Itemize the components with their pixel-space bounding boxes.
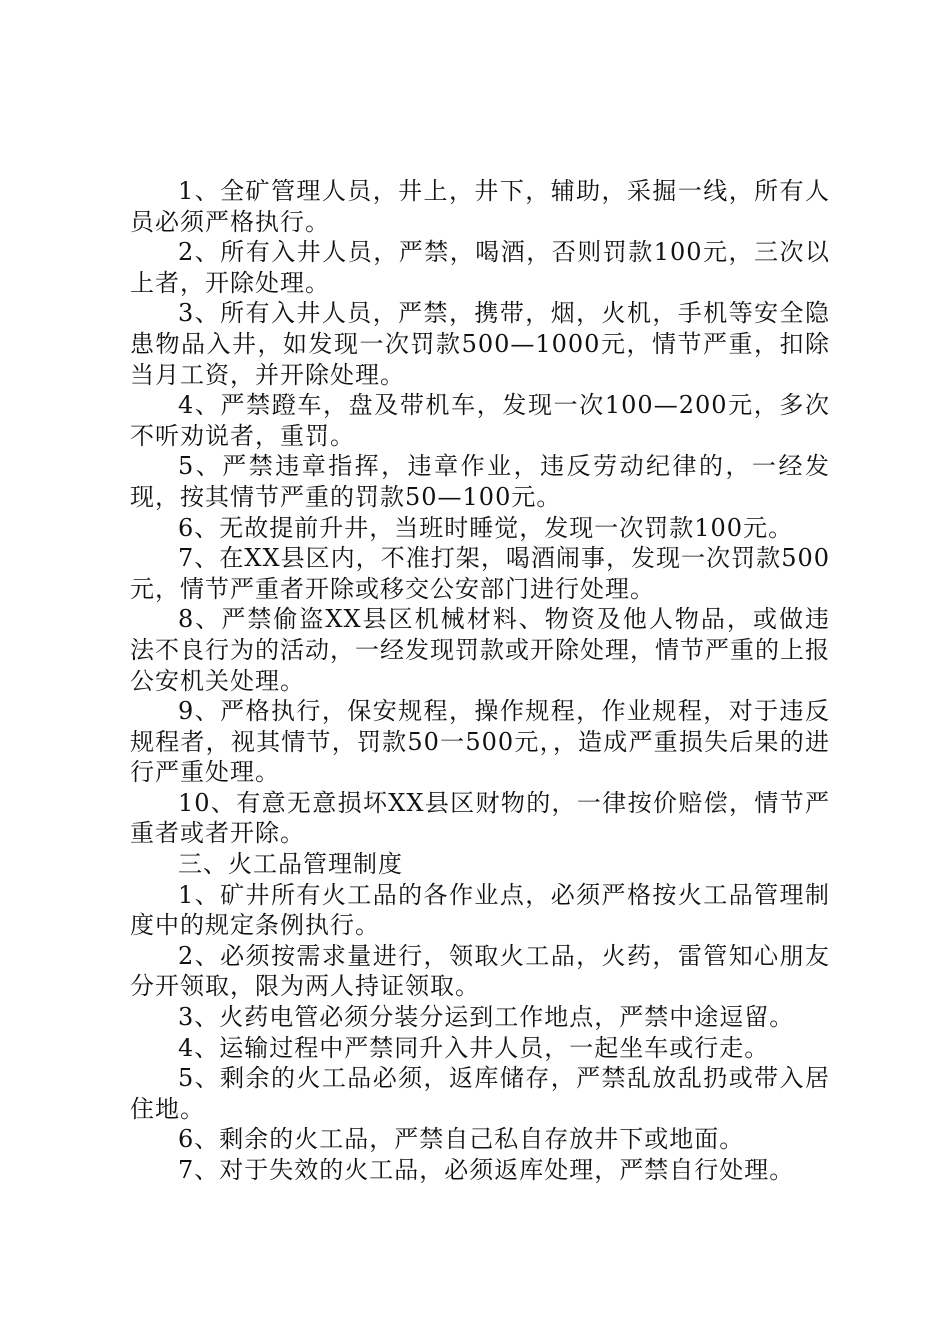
paragraph-explosives-2: 2、必须按需求量进行，领取火工品，火药，雷管知心朋友分开领取，限为两人持证领取。 — [130, 941, 830, 1001]
paragraph-explosives-5: 5、剩余的火工品必须，返库储存，严禁乱放乱扔或带入居住地。 — [130, 1064, 830, 1123]
paragraph-rule-10: 10、有意无意损坏XX县区财物的，一律按价赔偿，情节严重者或者开除。 — [130, 788, 830, 848]
paragraph-rule-2: 2、所有入井人员，严禁，喝酒，否则罚款100元，三次以上者，开除处理。 — [130, 238, 830, 297]
section-heading: 三、火工品管理制度 — [178, 850, 403, 879]
paragraph-explosives-6: 6、剩余的火工品，严禁自己私自存放井下或地面。 — [178, 1125, 745, 1154]
paragraph-explosives-3: 3、火药电管必须分装分运到工作地点，严禁中途逗留。 — [178, 1003, 795, 1032]
paragraph-rule-7: 7、在XX县区内，不准打架，喝酒闹事，发现一次罚款500元，情节严重者开除或移交公安部门进行处理。 — [130, 544, 830, 603]
paragraph-explosives-1: 1、矿井所有火工品的各作业点，必须严格按火工品管理制度中的规定条例执行。 — [130, 880, 830, 940]
paragraph-rule-3: 3、所有入井人员，严禁，携带，烟，火机，手机等安全隐患物品入井，如发现一次罚款500—1000元，情节严重，扣除当月工资，并开除处理。 — [130, 299, 830, 389]
paragraph-rule-8: 8、严禁偷盗XX县区机械材料、物资及他人物品，或做违法不良行为的活动，一经发现罚款或开除处理，情节严重的上报公安机关处理。 — [130, 605, 830, 695]
paragraph-explosives-4: 4、运输过程中严禁同升入井人员，一起坐车或行走。 — [178, 1033, 770, 1062]
paragraph-rule-5: 5、严禁违章指挥，违章作业，违反劳动纪律的，一经发现，按其情节严重的罚款50—100元。 — [130, 452, 830, 511]
paragraph-explosives-7: 7、对于失效的火工品，必须返库处理，严禁自行处理。 — [178, 1156, 795, 1184]
paragraph-rule-4: 4、严禁蹬车，盘及带机车，发现一次100—200元，多次不听劝说者，重罚。 — [130, 391, 830, 450]
document-body — [130, 176, 830, 1186]
paragraph-rule-6: 6、无故提前升井，当班时睡觉，发现一次罚款100元。 — [178, 513, 794, 542]
paragraph-rule-1: 1、全矿管理人员，井上，井下，辅助，采掘一线，所有人员必须严格执行。 — [130, 177, 830, 236]
paragraph-rule-9: 9、严格执行，保安规程，操作规程，作业规程，对于违反规程者，视其情节，罚款50一500元，，造成严重损失后果的进行严重处理。 — [130, 697, 830, 787]
